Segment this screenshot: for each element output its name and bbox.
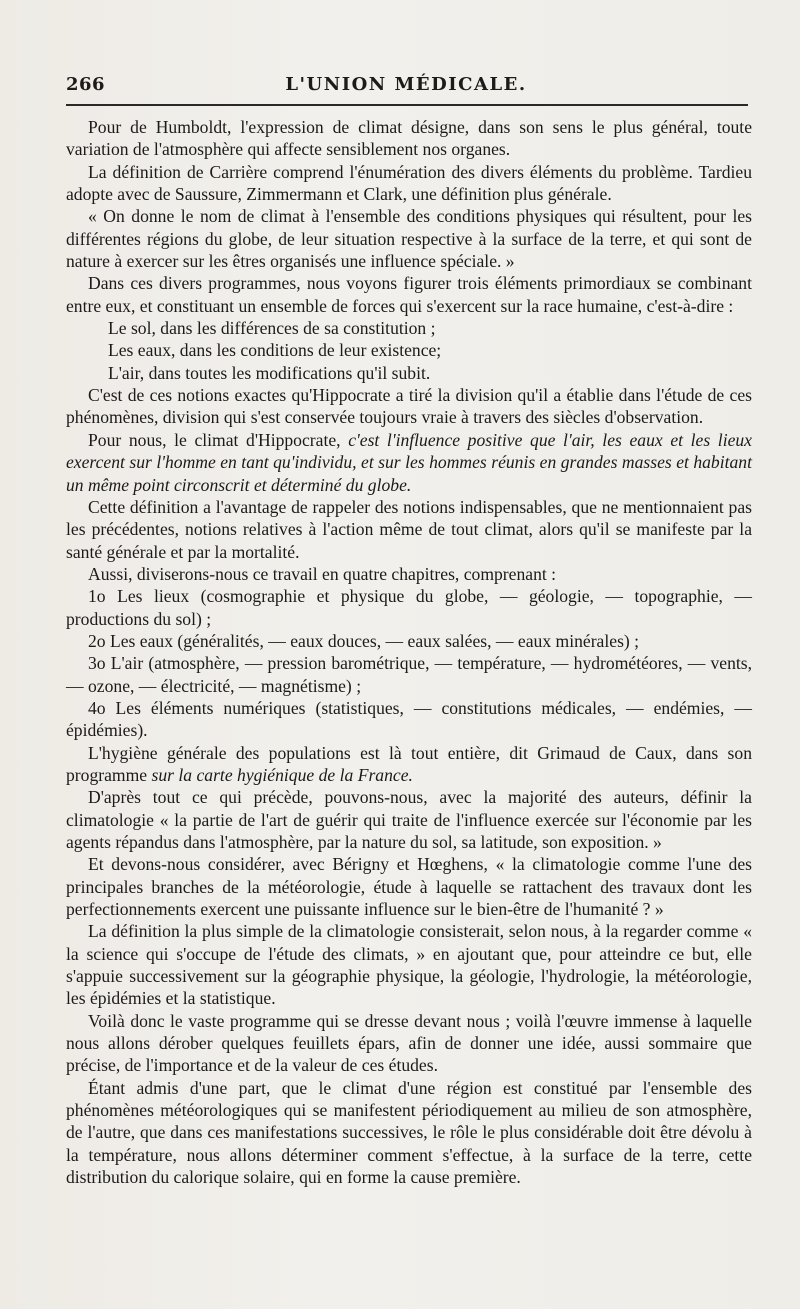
chapter-item: 1o Les lieux (cosmographie et physique du globe, — géologie, — topographie, — productions du sol) ; — [66, 586, 752, 629]
paragraph: Dans ces divers programmes, nous voyons figurer trois éléments primordiaux se combinant entre eux, et constituant un ensemble de forces qui s'exercent sur la race humaine, c'est-à-dire : — [66, 273, 752, 316]
italic-title: sur la carte hygiénique de la France. — [151, 764, 413, 785]
paragraph: C'est de ces notions exactes qu'Hippocrate a tiré la division qu'il a établie dans l'étude de ces phénomènes, division qui s'est conservée toujours vraie à travers des siècles d'observation. — [66, 385, 752, 428]
paragraph: Aussi, diviserons-nous ce travail en quatre chapitres, comprenant : — [88, 563, 557, 584]
italic-definition: c'est l'influence positive que l'air, les eaux et les lieux exercent sur l'homme en tant qu'individu, et sur les hommes réunis en grandes masses et habitant un même point circonscrit et déterminé du globe. — [66, 429, 752, 495]
header-rule — [66, 104, 748, 106]
body-text — [66, 116, 752, 1189]
running-title: L'UNION MÉDICALE. — [285, 74, 527, 95]
paragraph-text: Pour nous, le climat d'Hippocrate, — [88, 429, 349, 450]
list-item: Les eaux, dans les conditions de leur existence; — [108, 340, 442, 361]
paragraph: Cette définition a l'avantage de rappeler des notions indispensables, que ne mentionnaient pas les précédentes, notions relatives à l'action même de tout climat, alors qu'il se manifeste par la santé générale et par la mortalité. — [66, 496, 752, 562]
paragraph — [66, 429, 752, 496]
paragraph: La définition la plus simple de la climatologie consisterait, selon nous, à la regarder comme « la science qui s'occupe de l'étude des climats, » en ajoutant que, pour atteindre ce but, elle s'appuie successivement sur la géographie physique, la géologie, l'hydrologie, la météorologie, les épidémies et la statistique. — [66, 921, 752, 1009]
paragraph: D'après tout ce qui précède, pouvons-nous, avec la majorité des auteurs, définir la climatologie « la partie de l'art de guérir qui traite de l'influence exercée sur l'économie par les agents répandus dans l'atmosphère, par la nature du sol, sa latitude, son exposition. » — [66, 787, 752, 852]
page-number: 266 — [66, 74, 106, 95]
paragraph: Pour de Humboldt, l'expression de climat désigne, dans son sens le plus général, toute variation de l'atmosphère qui affecte sensiblement nos organes. — [66, 117, 752, 160]
chapter-item: 2o Les eaux (généralités, — eaux douces, — eaux salées, — eaux minérales) ; — [88, 630, 640, 651]
page-header — [66, 70, 746, 100]
paragraph — [66, 742, 752, 787]
chapter-item: 4o Les éléments numériques (statistiques, — constitutions médicales, — endémies, — épidémies). — [66, 697, 752, 741]
paragraph: Et devons-nous considérer, avec Bérigny et Hœghens, « la climatologie comme l'une des principales branches de la météorologie, étude à laquelle se rattachent des travaux dont les perfectionnements exercent une puissante influence sur le bien-être de l'humanité ? » — [66, 854, 752, 920]
paragraph: La définition de Carrière comprend l'énumération des divers éléments du problème. Tardieu adopte avec de Saussure, Zimmermann et Clark, une définition plus générale. — [66, 161, 752, 205]
paragraph: Voilà donc le vaste programme qui se dresse devant nous ; voilà l'œuvre immense à laquelle nous allons dérober quelques feuillets épars, afin de donner une idée, aussi sommaire que précise, de l'importance et de la valeur de ces études. — [66, 1010, 752, 1076]
paragraph-text: L'hygiène générale des populations est là tout entière, dit Grimaud de Caux, dans son programme — [66, 742, 752, 785]
quote-paragraph: « On donne le nom de climat à l'ensemble des conditions physiques qui résultent, pour les différentes régions du globe, de leur situation respective à la surface de la terre, et qui sont de nature à exercer sur les êtres organisés une influence spéciale. » — [66, 206, 752, 272]
list-item: Le sol, dans les différences de sa constitution ; — [108, 318, 436, 339]
list-item: L'air, dans toutes les modifications qu'il subit. — [108, 362, 431, 383]
chapter-item: 3o L'air (atmosphère, — pression barométrique, — température, — hydrométéores, — vents, — ozone, — électricité, — magnétisme) ; — [66, 653, 752, 696]
paragraph: Étant admis d'une part, que le climat d'une région est constitué par l'ensemble des phénomènes météorologiques qui se manifestent périodiquement au milieu de son atmosphère, de l'autre, que dans ces manifestations successives, le rôle le plus considérable doit être dévolu à la température, nous allons déterminer comment s'effectue, à la surface de la terre, cette distribution du calorique solaire, qui en forme la cause première. — [66, 1077, 752, 1188]
